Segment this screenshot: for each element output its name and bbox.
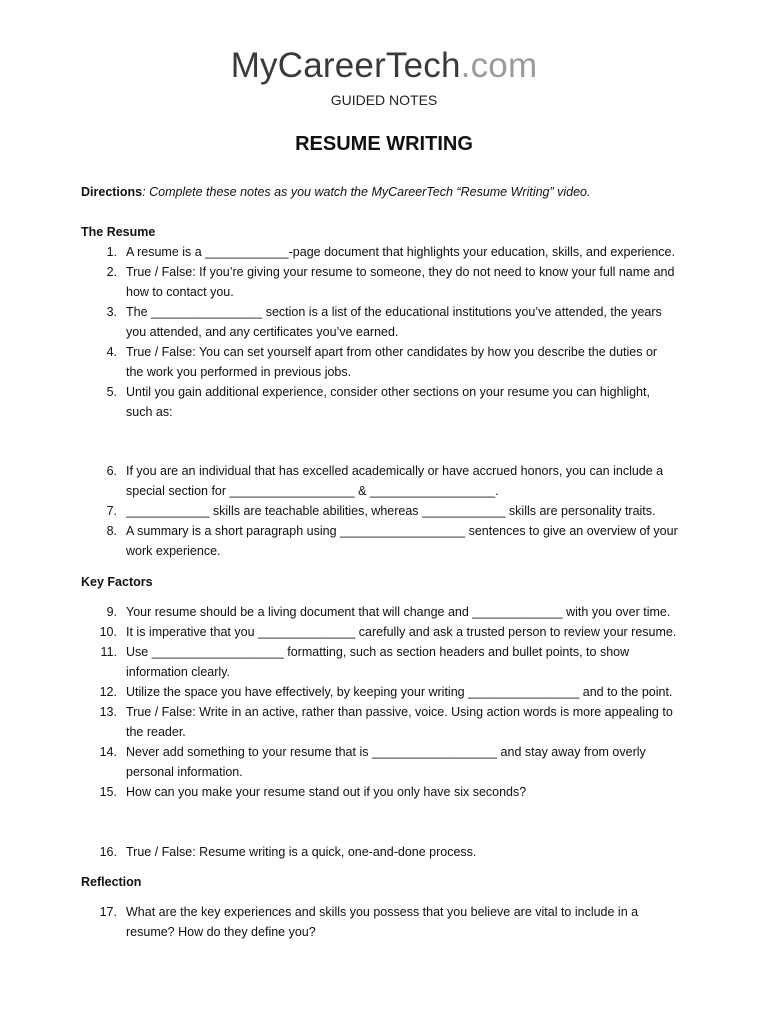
- item-number: 2.: [106, 265, 117, 279]
- item-number: 1.: [106, 245, 117, 259]
- item-number: 15.: [99, 785, 117, 799]
- item-number: 6.: [106, 464, 117, 478]
- directions-label: Directions: [81, 185, 143, 199]
- item-line: True / False: Resume writing is a quick, one-and-done process.: [126, 845, 477, 859]
- item-line: information clearly.: [126, 665, 230, 679]
- item-line: True / False: If you’re giving your resume to someone, they do not need to know your full name and: [126, 265, 675, 279]
- section-heading-reflection: Reflection: [81, 875, 142, 889]
- section-heading-key-factors: Key Factors: [81, 575, 153, 589]
- item-line: The ________________ section is a list of the educational institutions you’ve attended, the years: [126, 305, 662, 319]
- brand-name: MyCareerTech: [230, 46, 461, 85]
- item-number: 3.: [106, 305, 117, 319]
- item-line: the work you performed in previous jobs.: [126, 365, 352, 379]
- item-line: It is imperative that you ______________ carefully and ask a trusted person to review your resume.: [126, 625, 677, 639]
- item-line: such as:: [126, 405, 173, 419]
- item-number: 17.: [99, 905, 117, 919]
- section-heading-the-resume: The Resume: [81, 225, 156, 239]
- item-line: work experience.: [126, 544, 221, 558]
- item-line: Your resume should be a living document that will change and _____________ with you over time.: [126, 605, 671, 619]
- item-line: How can you make your resume stand out if you only have six seconds?: [126, 785, 527, 799]
- item-number: 10.: [99, 625, 117, 639]
- brand-domain-suffix: .com: [460, 46, 538, 85]
- item-number: 13.: [99, 705, 117, 719]
- item-line: how to contact you.: [126, 285, 234, 299]
- item-line: Until you gain additional experience, consider other sections on your resume you can highlight,: [126, 385, 650, 399]
- item-line: Use ___________________ formatting, such as section headers and bullet points, to show: [126, 645, 630, 659]
- item-line: ____________ skills are teachable abilities, whereas ____________ skills are personality traits.: [126, 504, 656, 518]
- item-line: What are the key experiences and skills you possess that you believe are vital to include in a: [126, 905, 639, 919]
- item-line: the reader.: [126, 725, 186, 739]
- item-line: A summary is a short paragraph using __________________ sentences to give an overview of your: [126, 524, 678, 538]
- item-line: True / False: You can set yourself apart from other candidates by how you describe the duties or: [126, 345, 658, 359]
- item-number: 11.: [100, 645, 117, 659]
- item-line: A resume is a ____________-page document that highlights your education, skills, and experience.: [126, 245, 675, 259]
- item-number: 5.: [106, 385, 117, 399]
- item-number: 12.: [99, 685, 117, 699]
- page-subtitle: GUIDED NOTES: [330, 92, 438, 108]
- item-number: 9.: [106, 605, 117, 619]
- directions-text: : Complete these notes as you watch the MyCareerTech “Resume Writing” video.: [142, 185, 591, 199]
- item-line: Never add something to your resume that is __________________ and stay away from overly: [126, 745, 646, 759]
- item-line: resume? How do they define you?: [126, 925, 316, 939]
- directions: [81, 183, 591, 201]
- item-line: Utilize the space you have effectively, by keeping your writing ________________ and to the point.: [126, 685, 673, 699]
- item-number: 7.: [106, 504, 117, 518]
- page-title: RESUME WRITING: [295, 133, 473, 155]
- item-line: If you are an individual that has excelled academically or have accrued honors, you can include a: [126, 464, 664, 478]
- item-number: 8.: [106, 524, 117, 538]
- item-number: 16.: [99, 845, 117, 859]
- item-line: you attended, and any certificates you’ve earned.: [126, 325, 399, 339]
- item-line: True / False: Write in an active, rather than passive, voice. Using action words is more appealing to: [126, 705, 673, 719]
- item-number: 14.: [99, 745, 117, 759]
- item-line: special section for __________________ & __________________.: [126, 484, 499, 498]
- item-line: personal information.: [126, 765, 243, 779]
- brand-logo: [0, 44, 768, 88]
- item-number: 4.: [106, 345, 117, 359]
